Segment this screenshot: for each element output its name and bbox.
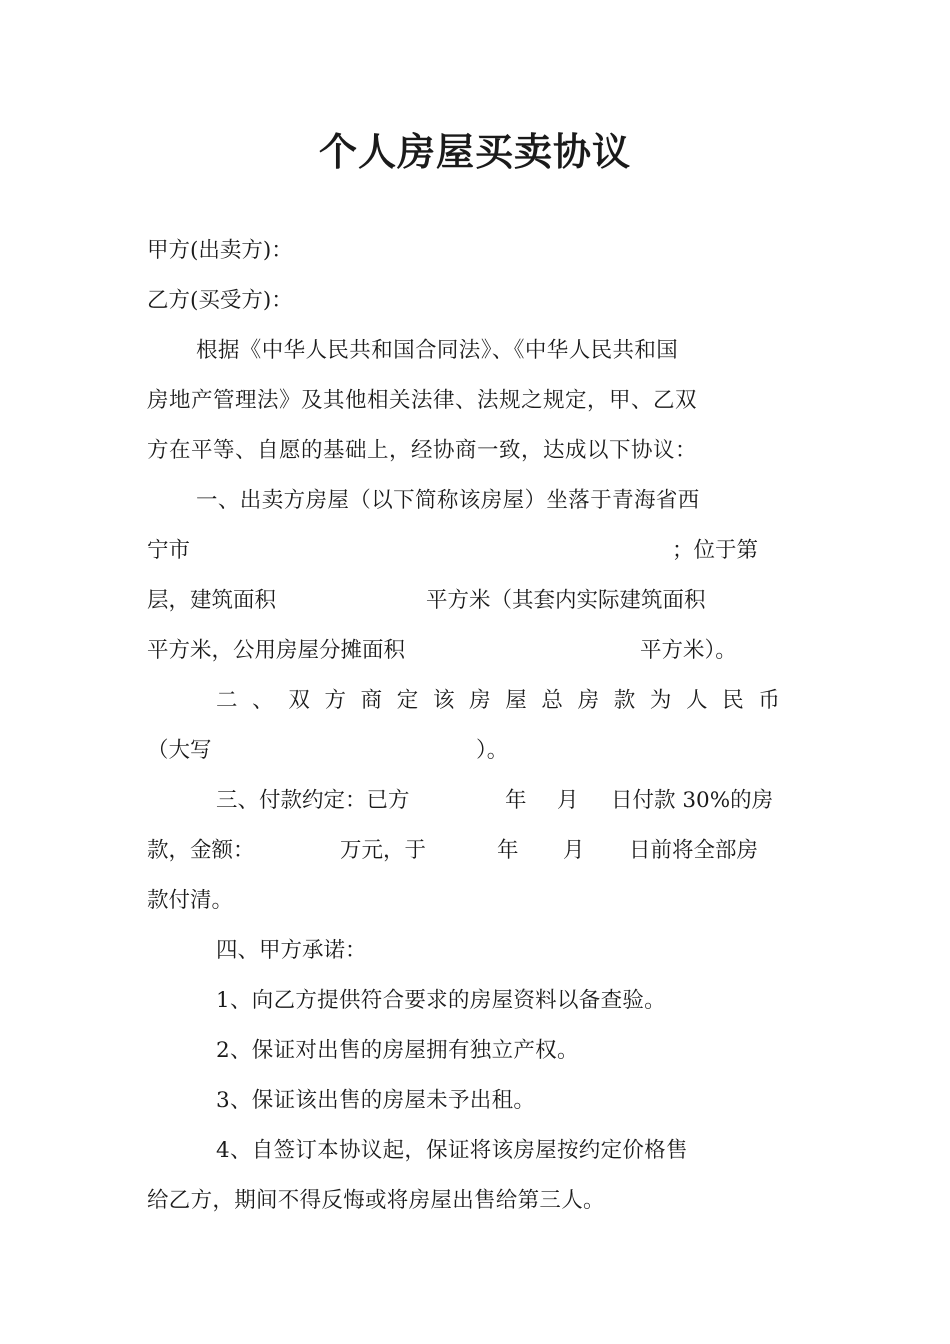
clause2-char: 为 bbox=[649, 688, 672, 713]
clause3-month-1: 月 bbox=[557, 788, 579, 813]
party-b-line: 乙方(买受方)： bbox=[147, 288, 293, 313]
clause4-item-3: 3、保证该出售的房屋未予出租。 bbox=[216, 1088, 536, 1113]
clause1-line-1: 一、出卖方房屋（以下简称该房屋）坐落于青海省西 bbox=[196, 488, 700, 513]
party-a-line: 甲方(出卖方)： bbox=[147, 238, 293, 263]
clause2-char: 款 bbox=[613, 688, 636, 713]
clause2-char: 定 bbox=[396, 688, 419, 713]
clause2-char: 屋 bbox=[505, 688, 527, 713]
clause1-inner-area: 平方米（其套内实际建筑面积 bbox=[426, 588, 706, 613]
clause3-day-2: 日前将全部房 bbox=[629, 838, 759, 863]
clause4-item-4-line-2: 给乙方，期间不得反悔或将房屋出售给第三人。 bbox=[147, 1188, 605, 1213]
clause2-char: 双 bbox=[288, 688, 310, 713]
clause3-payment-label: 三、付款约定：已方 bbox=[216, 788, 410, 813]
clause3-year-2: 年 bbox=[497, 838, 519, 863]
preamble-line-1: 根据《中华人民共和国合同法》、《中华人民共和国 bbox=[196, 338, 679, 363]
clause4-heading: 四、甲方承诺： bbox=[216, 938, 367, 963]
clause4-item-2: 2、保证对出售的房屋拥有独立产权。 bbox=[216, 1038, 579, 1063]
clause1-unit-end: 平方米）。 bbox=[640, 638, 737, 663]
clause2-char: 、 bbox=[252, 688, 274, 713]
clause1-floor: ；位于第 bbox=[672, 538, 759, 563]
clause2-uppercase-label: （大写 bbox=[147, 738, 212, 763]
clause2-char: 二 bbox=[216, 688, 238, 713]
clause2-char: 民 bbox=[722, 688, 744, 713]
clause3-year-1: 年 bbox=[505, 788, 527, 813]
clause4-item-1: 1、向乙方提供符合要求的房屋资料以备查验。 bbox=[216, 988, 666, 1013]
clause3-amount-unit: 万元，于 bbox=[340, 838, 427, 863]
preamble-line-3: 方在平等、自愿的基础上，经协商一致，达成以下协议： bbox=[147, 438, 698, 463]
clause3-day-1: 日付款 30%的房 bbox=[611, 788, 774, 813]
clause2-char: 方 bbox=[324, 688, 346, 713]
clause3-month-2: 月 bbox=[563, 838, 585, 863]
clause3-line-3: 款付清。 bbox=[147, 888, 234, 913]
clause1-area: 层，建筑面积 bbox=[147, 588, 277, 613]
clause2-char: 人 bbox=[686, 688, 708, 713]
clause2-char: 商 bbox=[360, 688, 383, 713]
clause2-char: 总 bbox=[541, 688, 563, 713]
clause2-char: 币 bbox=[758, 688, 780, 713]
clause1-shared-area: 平方米，公用房屋分摊面积 bbox=[147, 638, 406, 663]
clause2-char: 该 bbox=[432, 688, 455, 713]
clause2-close: ）。 bbox=[476, 738, 509, 763]
clause2-char: 房 bbox=[577, 688, 600, 713]
preamble-line-2: 房地产管理法》及其他相关法律、法规之规定，甲、乙双 bbox=[147, 388, 698, 413]
clause2-line-1 bbox=[216, 684, 780, 718]
clause4-item-4-line-1: 4、自签订本协议起，保证将该房屋按约定价格售 bbox=[216, 1138, 688, 1163]
clause1-city: 宁市 bbox=[147, 538, 191, 563]
document-title: 个人房屋买卖协议 bbox=[318, 130, 631, 174]
clause3-amount-label: 款，金额： bbox=[147, 838, 255, 863]
clause2-char: 房 bbox=[469, 688, 491, 713]
